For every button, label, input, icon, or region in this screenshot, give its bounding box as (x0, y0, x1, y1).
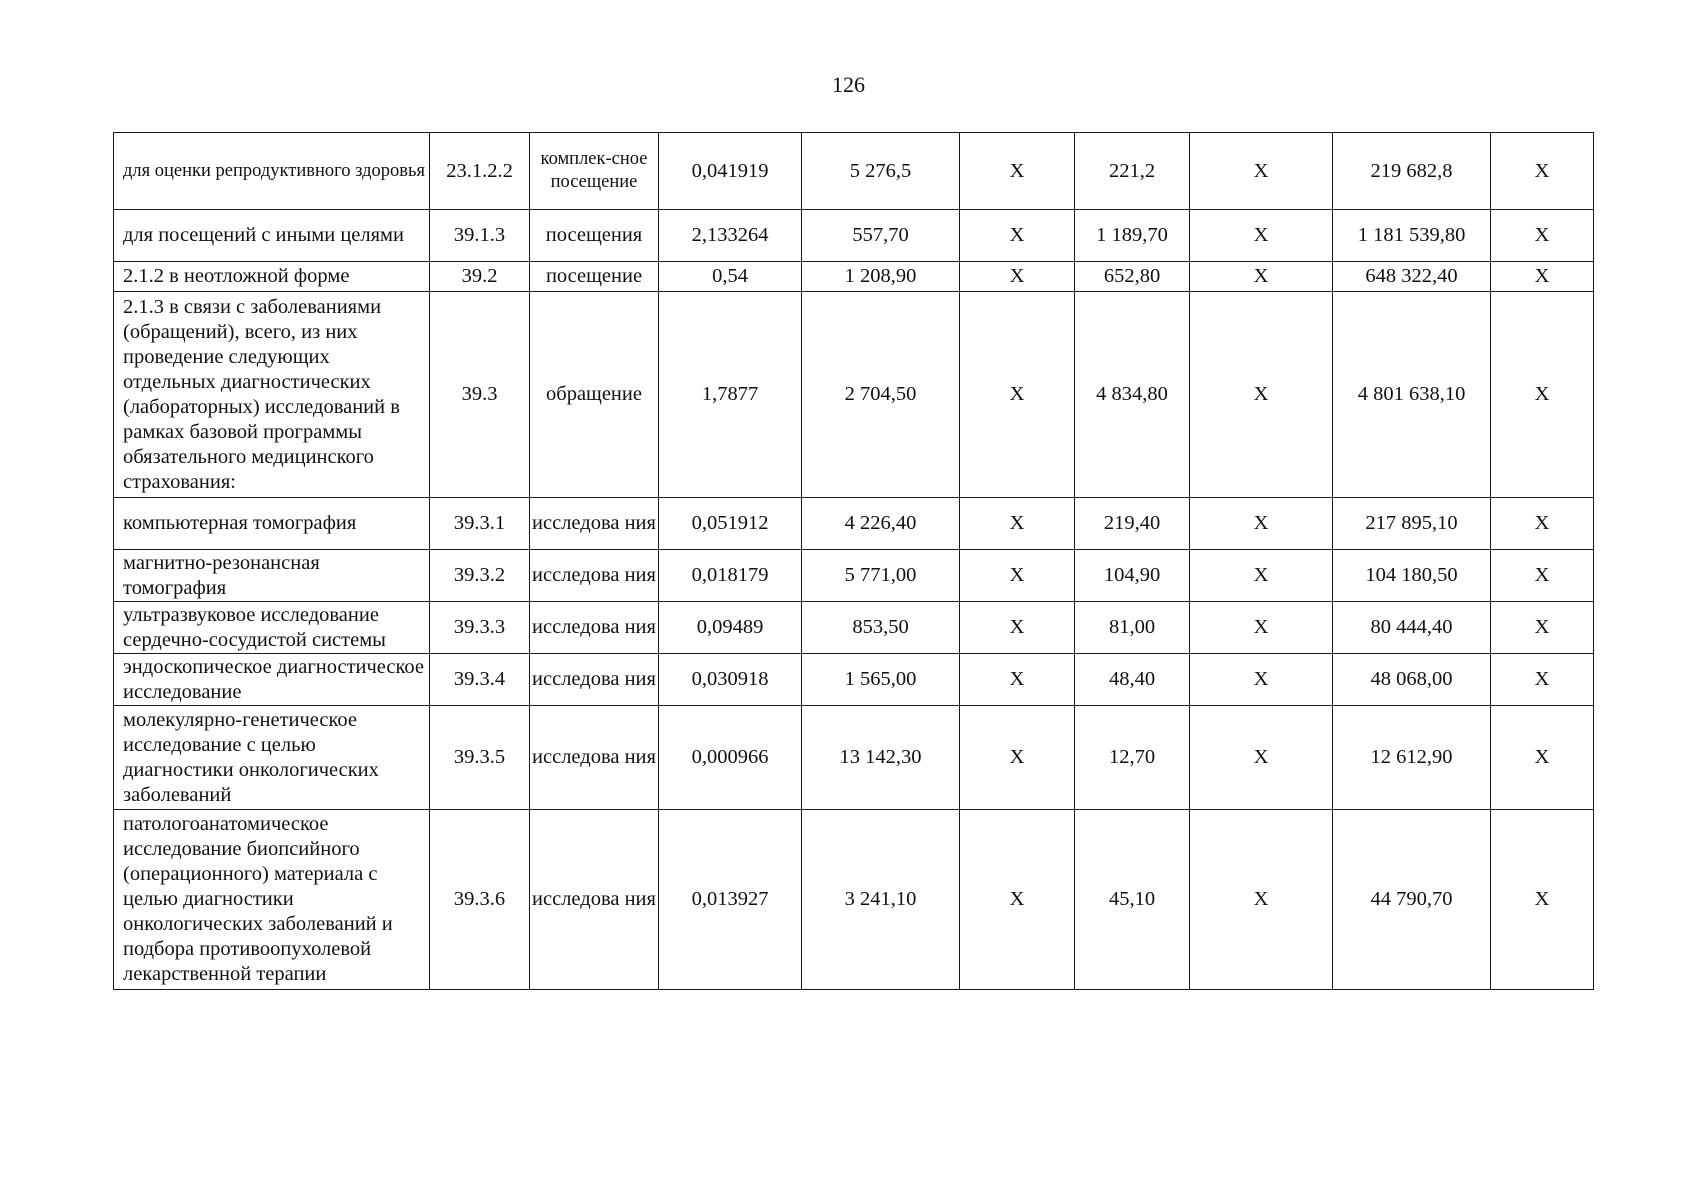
row-x-cell: Х (1190, 292, 1333, 498)
table-row (114, 210, 1594, 262)
row-unit-cell: посещение (530, 262, 659, 292)
row-x-cell: Х (960, 262, 1075, 292)
tariff-table (113, 132, 1594, 990)
table-row (114, 602, 1594, 654)
row-code-cell: 39.2 (430, 262, 530, 292)
table-row (114, 262, 1594, 292)
row-x-cell: Х (960, 133, 1075, 210)
row-x-cell: Х (1190, 550, 1333, 602)
row-x-cell: Х (1190, 133, 1333, 210)
row-name-cell: магнитно-резонансная томография (114, 550, 430, 602)
row-norm-cost-cell: 4 226,40 (802, 498, 960, 550)
row-norm-cost-cell: 5 771,00 (802, 550, 960, 602)
row-unit-cell: исследова ния (530, 654, 659, 706)
table-body (114, 133, 1594, 990)
row-x-cell: Х (960, 292, 1075, 498)
row-name-cell: молекулярно-генетическое исследование с целью диагностики онкологических заболеваний (114, 706, 430, 810)
row-name-cell: компьютерная томография (114, 498, 430, 550)
row-per-capita-cell: 81,00 (1075, 602, 1190, 654)
row-per-capita-cell: 45,10 (1075, 810, 1190, 990)
row-code-cell: 39.3.1 (430, 498, 530, 550)
table-row (114, 498, 1594, 550)
row-norm-cost-cell: 853,50 (802, 602, 960, 654)
row-x-cell: Х (1190, 262, 1333, 292)
row-norm-volume-cell: 0,041919 (659, 133, 802, 210)
row-per-capita-cell: 12,70 (1075, 706, 1190, 810)
row-per-capita-cell: 104,90 (1075, 550, 1190, 602)
row-norm-volume-cell: 0,051912 (659, 498, 802, 550)
row-total-cell: 4 801 638,10 (1333, 292, 1491, 498)
row-norm-volume-cell: 0,000966 (659, 706, 802, 810)
row-total-cell: 48 068,00 (1333, 654, 1491, 706)
row-x-cell: Х (960, 810, 1075, 990)
row-total-cell: 217 895,10 (1333, 498, 1491, 550)
row-x-cell: Х (1491, 602, 1594, 654)
row-name-cell: патологоанатомическое исследование биопсийного (операционного) материала с целью диагностики онкологических заболеваний и подбора противоопухолевой лекарственной терапии (114, 810, 430, 990)
row-x-cell: Х (1491, 133, 1594, 210)
row-total-cell: 44 790,70 (1333, 810, 1491, 990)
table-row (114, 654, 1594, 706)
row-per-capita-cell: 652,80 (1075, 262, 1190, 292)
row-name-cell: ультразвуковое исследование сердечно-сосудистой системы (114, 602, 430, 654)
row-code-cell: 39.3 (430, 292, 530, 498)
row-unit-cell: исследова ния (530, 706, 659, 810)
row-code-cell: 23.1.2.2 (430, 133, 530, 210)
row-norm-cost-cell: 5 276,5 (802, 133, 960, 210)
row-code-cell: 39.1.3 (430, 210, 530, 262)
table-row (114, 550, 1594, 602)
row-x-cell: Х (960, 706, 1075, 810)
row-x-cell: Х (960, 498, 1075, 550)
table-row (114, 706, 1594, 810)
row-norm-volume-cell: 0,018179 (659, 550, 802, 602)
row-code-cell: 39.3.3 (430, 602, 530, 654)
row-code-cell: 39.3.5 (430, 706, 530, 810)
row-code-cell: 39.3.2 (430, 550, 530, 602)
row-total-cell: 12 612,90 (1333, 706, 1491, 810)
row-norm-cost-cell: 1 208,90 (802, 262, 960, 292)
row-x-cell: Х (1190, 498, 1333, 550)
row-norm-volume-cell: 1,7877 (659, 292, 802, 498)
row-code-cell: 39.3.4 (430, 654, 530, 706)
row-x-cell: Х (1491, 262, 1594, 292)
row-x-cell: Х (1491, 292, 1594, 498)
row-norm-volume-cell: 2,133264 (659, 210, 802, 262)
row-x-cell: Х (960, 654, 1075, 706)
row-unit-cell: комплек-сное посещение (530, 133, 659, 210)
row-total-cell: 1 181 539,80 (1333, 210, 1491, 262)
row-total-cell: 219 682,8 (1333, 133, 1491, 210)
row-name-cell: 2.1.2 в неотложной форме (114, 262, 430, 292)
row-unit-cell: исследова ния (530, 602, 659, 654)
row-x-cell: Х (960, 210, 1075, 262)
row-code-cell: 39.3.6 (430, 810, 530, 990)
row-norm-volume-cell: 0,013927 (659, 810, 802, 990)
row-norm-cost-cell: 2 704,50 (802, 292, 960, 498)
row-name-cell: 2.1.3 в связи с заболеваниями (обращений), всего, из них проведение следующих отдельных диагностических (лабораторных) исследований в рамках базовой программы обязательного медицинского страхования: (114, 292, 430, 498)
row-x-cell: Х (1491, 550, 1594, 602)
row-x-cell: Х (1491, 210, 1594, 262)
row-norm-cost-cell: 3 241,10 (802, 810, 960, 990)
row-norm-volume-cell: 0,030918 (659, 654, 802, 706)
row-name-cell: для оценки репродуктивного здоровья (114, 133, 430, 210)
row-unit-cell: исследова ния (530, 810, 659, 990)
row-x-cell: Х (1491, 706, 1594, 810)
row-x-cell: Х (960, 602, 1075, 654)
row-x-cell: Х (960, 550, 1075, 602)
row-x-cell: Х (1491, 654, 1594, 706)
row-unit-cell: посещения (530, 210, 659, 262)
row-norm-cost-cell: 1 565,00 (802, 654, 960, 706)
row-norm-cost-cell: 557,70 (802, 210, 960, 262)
row-per-capita-cell: 221,2 (1075, 133, 1190, 210)
page-number: 126 (832, 72, 865, 97)
row-name-cell: для посещений с иными целями (114, 210, 430, 262)
row-norm-volume-cell: 0,54 (659, 262, 802, 292)
row-per-capita-cell: 4 834,80 (1075, 292, 1190, 498)
row-x-cell: Х (1190, 654, 1333, 706)
row-total-cell: 80 444,40 (1333, 602, 1491, 654)
row-x-cell: Х (1190, 602, 1333, 654)
row-name-cell: эндоскопическое диагностическое исследование (114, 654, 430, 706)
row-x-cell: Х (1190, 706, 1333, 810)
row-per-capita-cell: 48,40 (1075, 654, 1190, 706)
row-norm-volume-cell: 0,09489 (659, 602, 802, 654)
row-x-cell: Х (1491, 498, 1594, 550)
row-x-cell: Х (1190, 210, 1333, 262)
row-x-cell: Х (1190, 810, 1333, 990)
row-per-capita-cell: 219,40 (1075, 498, 1190, 550)
table-row (114, 292, 1594, 498)
table-row (114, 810, 1594, 990)
row-unit-cell: обращение (530, 292, 659, 498)
row-per-capita-cell: 1 189,70 (1075, 210, 1190, 262)
row-total-cell: 648 322,40 (1333, 262, 1491, 292)
row-unit-cell: исследова ния (530, 550, 659, 602)
table-row (114, 133, 1594, 210)
row-x-cell: Х (1491, 810, 1594, 990)
row-total-cell: 104 180,50 (1333, 550, 1491, 602)
row-norm-cost-cell: 13 142,30 (802, 706, 960, 810)
row-unit-cell: исследова ния (530, 498, 659, 550)
